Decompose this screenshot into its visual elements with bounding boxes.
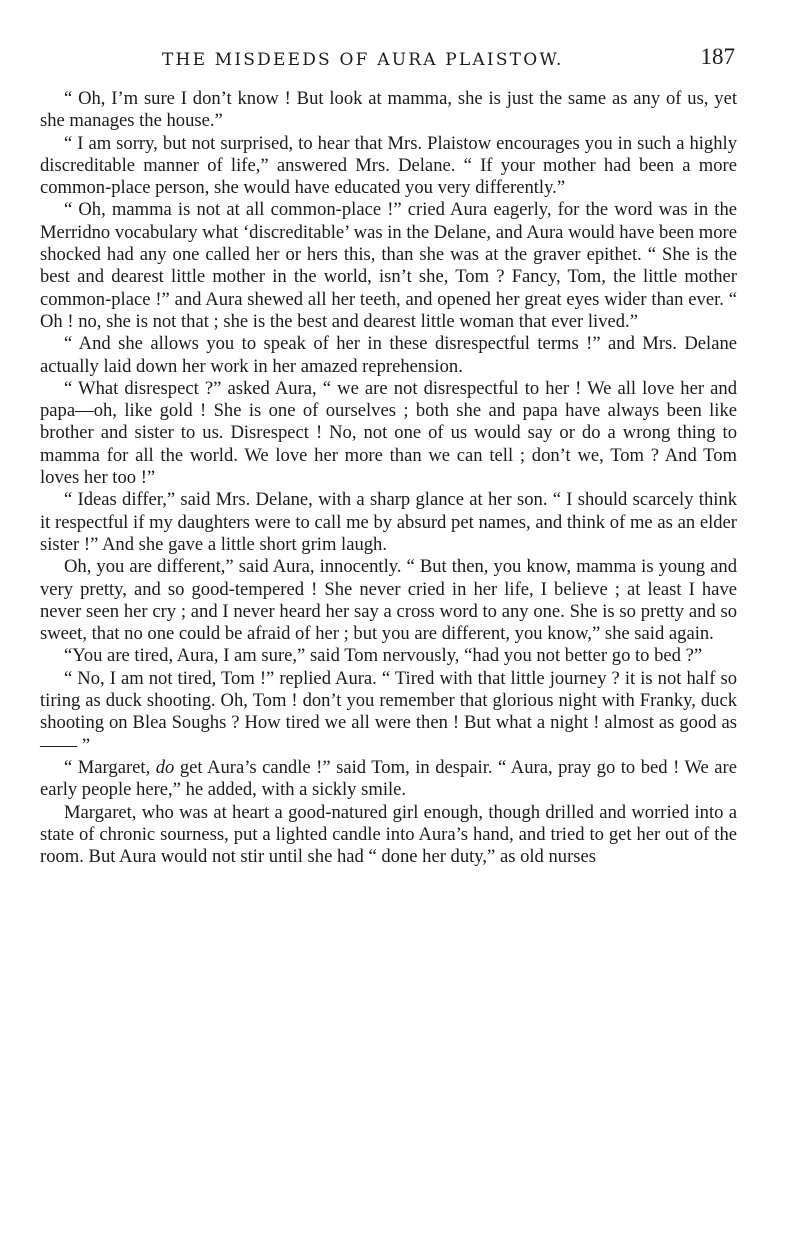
paragraph: Oh, you are different,” said Aura, innocently. “ But then, you know, mamma is young and very pretty, and so good-tempered ! She never cried in her life, I believe ; at least I have never seen her cry ; and I never heard her say a cross word to any one. She is so pretty and so sweet, that no one could be afraid of her ; but you are different, you know,” she said again. [40,556,737,645]
page-number: 187 [700,44,735,69]
paragraph: “You are tired, Aura, I am sure,” said Tom nervously, “had you not better go to bed ?” [64,645,703,667]
emphasis: do [155,756,175,778]
paragraph: Margaret, who was at heart a good-natured girl enough, though drilled and worried into a state of chronic sourness, put a lighted candle into Aura’s hand, and tried to get her out of the room. But Aura would not stir until she had “ done her duty,” as old nurses [40,801,737,868]
book-page [40,44,737,868]
running-title: THE MISDEEDS OF AURA PLAISTOW. [162,50,564,70]
page-header [40,44,737,88]
paragraph: “ Oh, mamma is not at all common-place !” cried Aura eagerly, for the word was in the Merridno vocabulary what ‘discreditable’ was in the Delane, and Aura would have been more shocked had any one called her or hers this, than she was at the graver epithet. “ She is the best and dearest little mother in the world, isn’t she, Tom ? Fancy, Tom, the little mother common-place !” and Aura shewed all her teeth, and opened her great eyes wider than ever. “ Oh ! no, she is not that ; she is the best and dearest little woman that ever lived.” [40,199,737,332]
paragraph-segment: “ Margaret, [64,756,156,778]
paragraph-segment: get Aura’s candle !” said Tom, in despair. “ Aura, pray go to bed ! We are early people here,” he added, with a sickly smile. [40,756,737,801]
paragraph: “ Ideas differ,” said Mrs. Delane, with a sharp glance at her son. “ I should scarcely think it respectful if my daughters were to call me by absurd pet names, and think of me as an elder sister !” And she gave a little short grim laugh. [40,489,737,555]
paragraph: “ What disrespect ?” asked Aura, “ we are not disrespectful to her ! We all love her and papa—oh, like gold ! She is one of ourselves ; both she and papa have always been like brother and sister to us. Disrespect ! No, not one of us would say or do a wrong thing to mamma for all the world. We love her more than we can tell ; don’t we, Tom ? And Tom loves her too !” [40,377,737,489]
paragraph: “ And she allows you to speak of her in these disrespectful terms !” and Mrs. Delane actually laid down her work in her amazed reprehension. [40,333,737,377]
paragraph: “ I am sorry, but not surprised, to hear that Mrs. Plaistow encourages you in such a highly discreditable manner of life,” answered Mrs. Delane. “ If your mother had been a more common-place person, she would have educated you very differently.” [40,132,737,199]
paragraph: “ Oh, I’m sure I don’t know ! But look at mamma, she is just the same as any of us, yet she manages the house.” [40,88,737,132]
body-text [40,88,737,868]
paragraph [40,757,737,802]
paragraph: “ No, I am not tired, Tom !” replied Aura. “ Tired with that little journey ? it is not half so tiring as duck shooting. Oh, Tom ! don’t you remember that glorious night with Franky, duck shooting on Blea Soughs ? How tired we all were then ! But what a night ! almost as good as —— ” [40,667,737,756]
